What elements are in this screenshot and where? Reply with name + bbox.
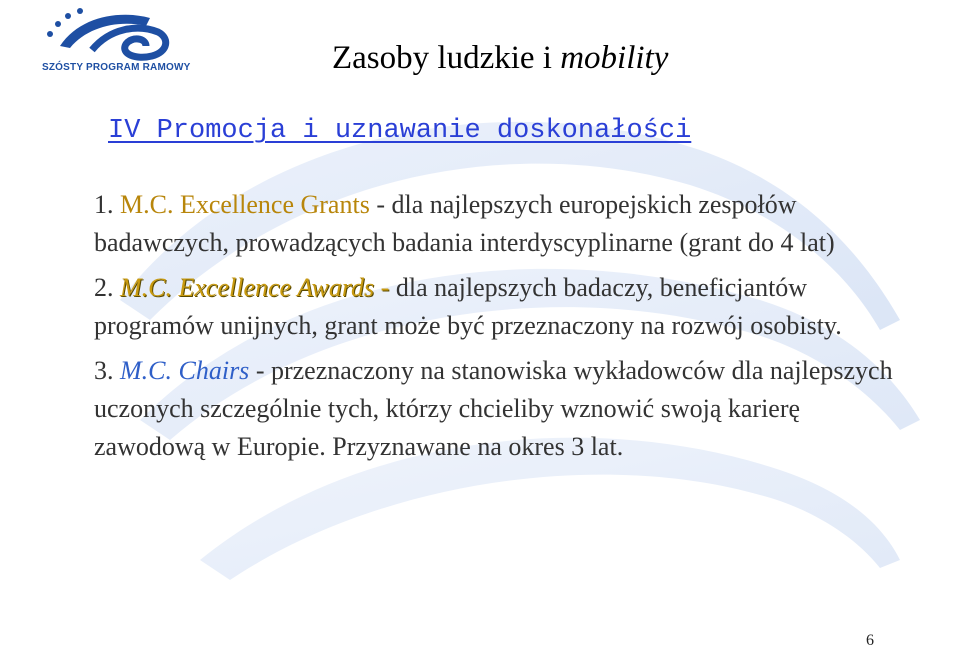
list-item-chairs: [94, 352, 914, 466]
sixth-framework-logo-icon: [40, 6, 190, 62]
grant-list: [94, 186, 914, 473]
item-name: M.C. Excellence Awards: [120, 273, 375, 302]
item-number: 3.: [94, 356, 120, 385]
section-subtitle: IV Promocja i uznawanie doskonałości: [108, 116, 692, 146]
item-number: 1.: [94, 190, 120, 219]
item-separator: -: [369, 190, 392, 219]
title-emphasis: mobility: [560, 40, 669, 76]
item-name: M.C. Excellence Grants: [120, 190, 370, 219]
title-main: Zasoby ludzkie i: [332, 40, 552, 76]
list-item-awards: [94, 269, 914, 345]
page-title: [332, 40, 668, 77]
item-number: 2.: [94, 273, 120, 302]
list-item-grants: [94, 186, 914, 262]
page-number: 6: [866, 632, 874, 649]
item-separator: -: [249, 356, 271, 385]
item-name: M.C. Chairs: [120, 356, 250, 385]
item-description: dla najlepszych europejskich zespołów badawczych, prowadzących badania interdyscyplinarne (grant do 4 lat): [94, 190, 835, 257]
item-separator: -: [374, 273, 396, 302]
item-description: dla najlepszych badaczy, beneficjantów programów unijnych, grant może być przeznaczony na rozwój osobisty.: [94, 273, 842, 340]
logo-text: SZÓSTY PROGRAM RAMOWY: [42, 62, 191, 73]
item-description: przeznaczony na stanowiska wykładowców dla najlepszych uczonych szczególnie tych, którzy chcieliby wznowić swoją karierę zawodową w Europie. Przyznawane na okres 3 lat.: [94, 356, 893, 461]
program-logo: [40, 6, 200, 78]
